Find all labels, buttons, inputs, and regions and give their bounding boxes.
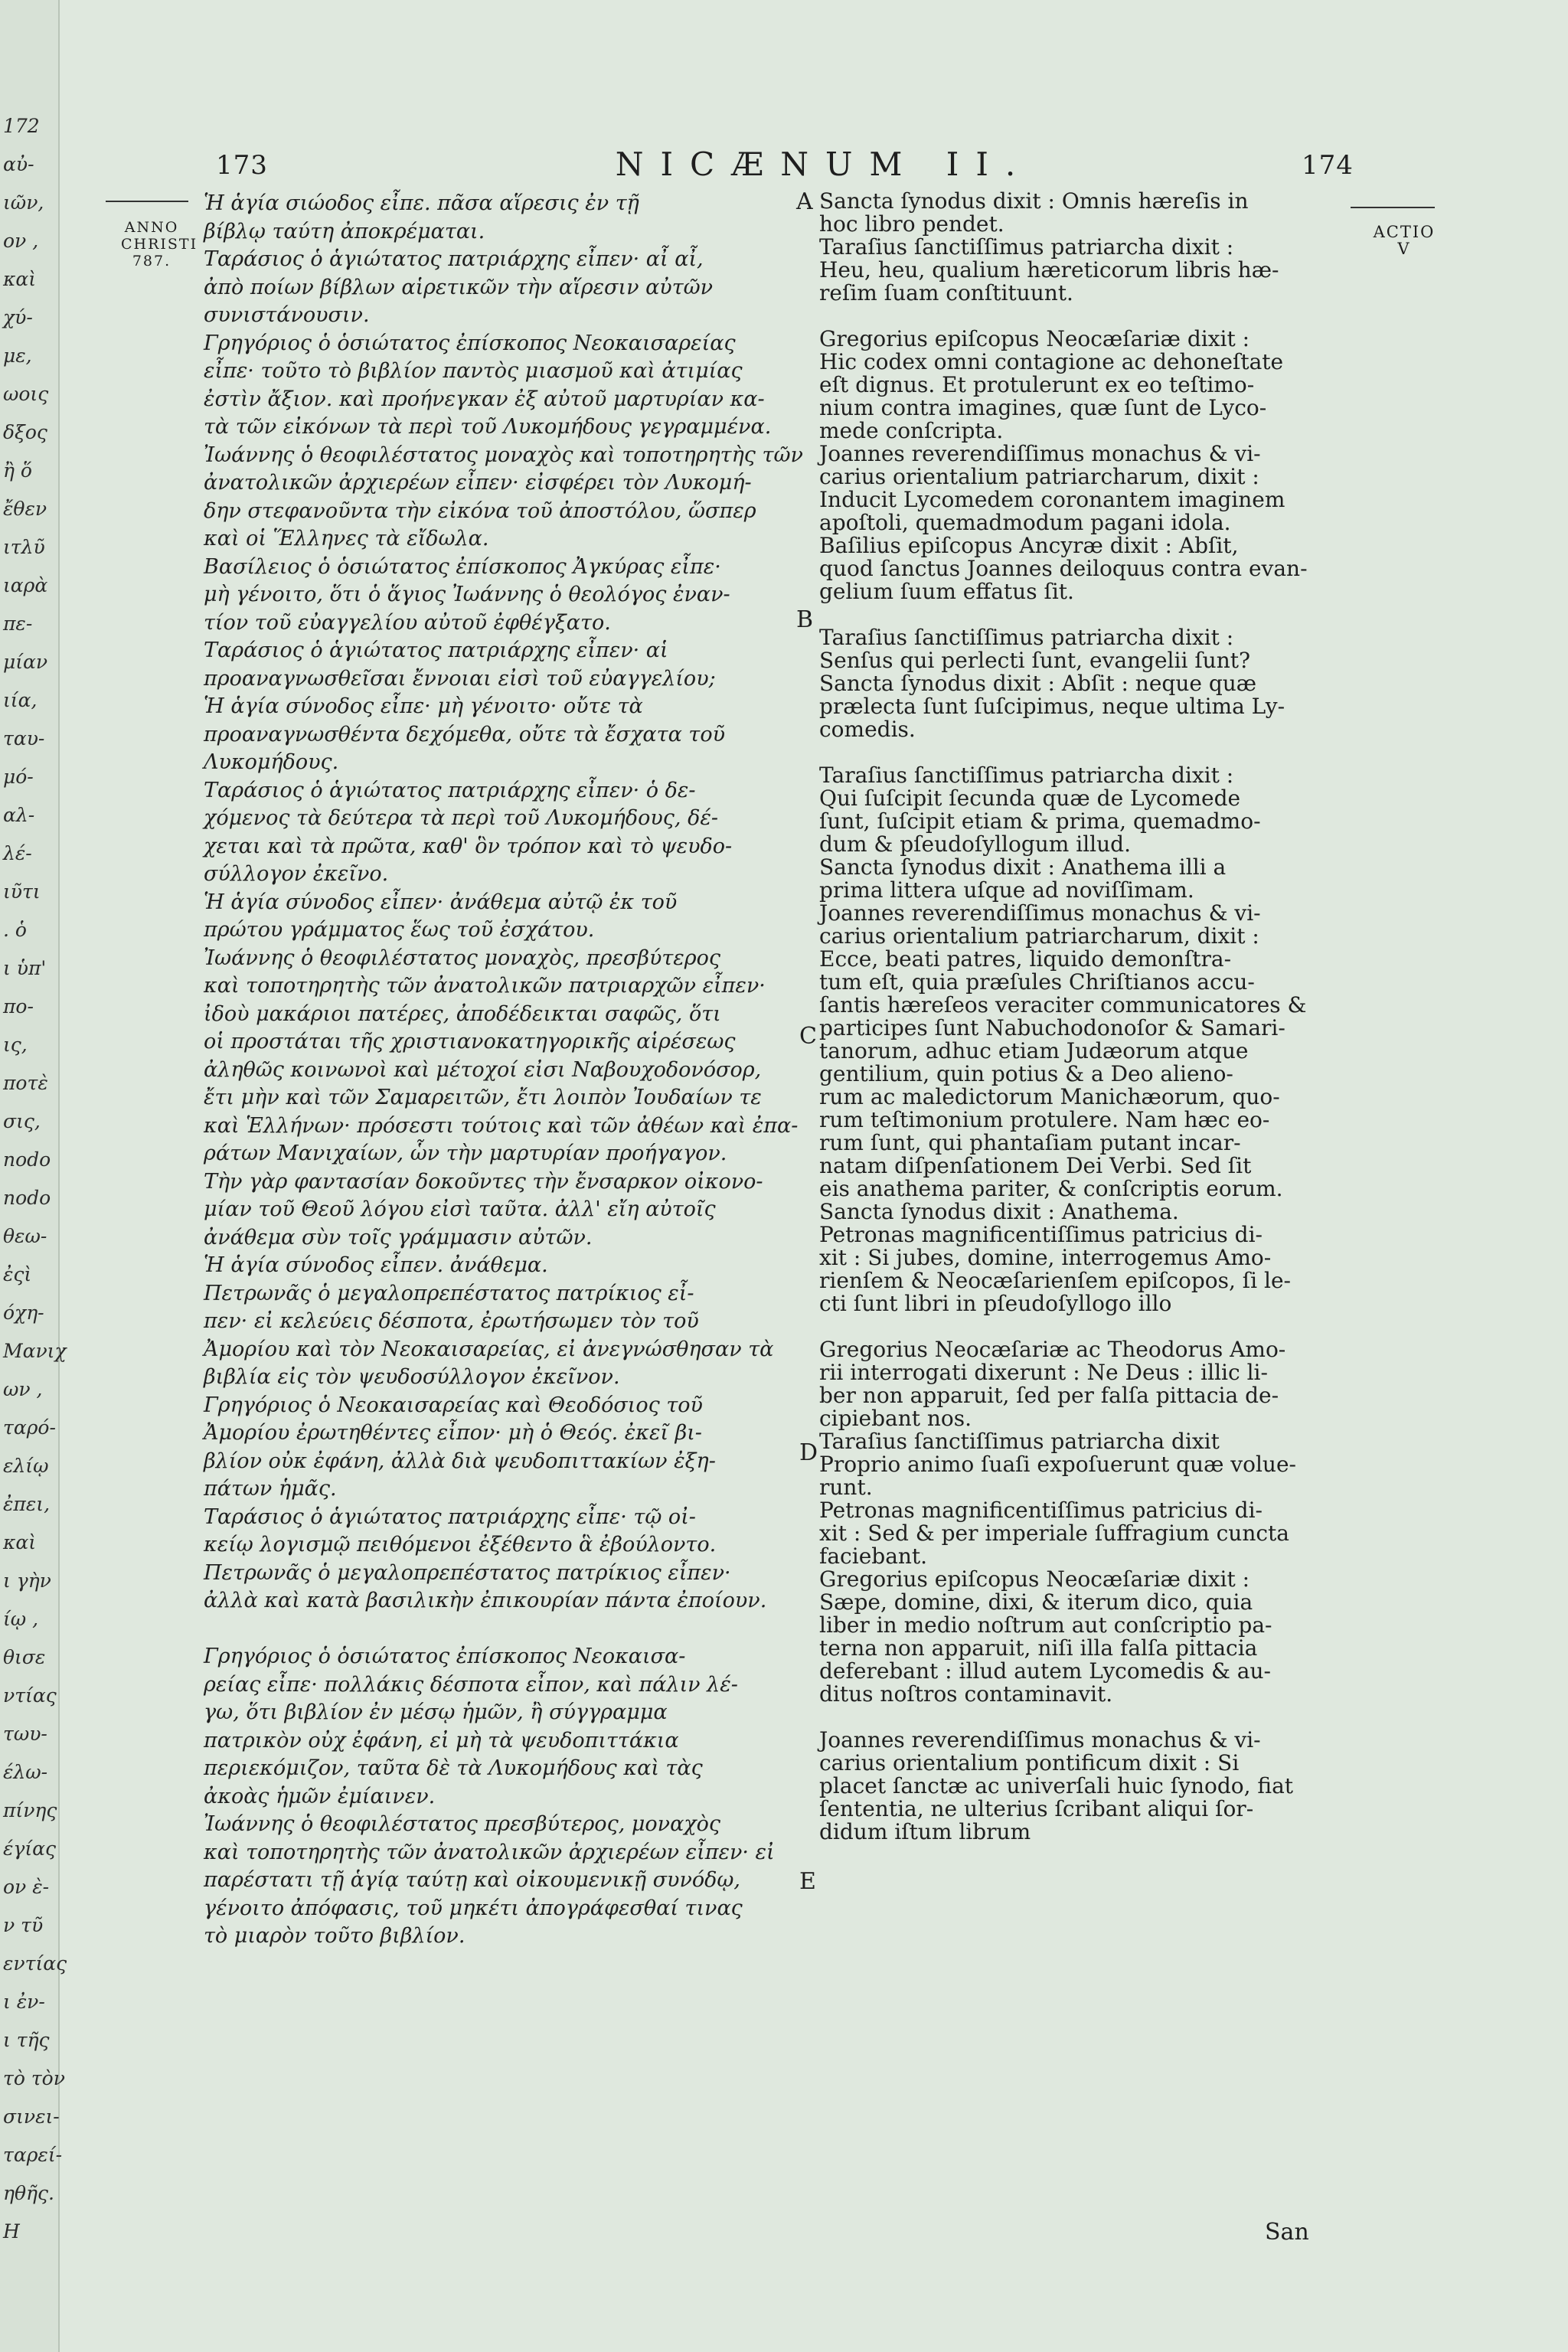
latin-text-line: rii interrogati dixerunt : Ne Deus : illic li- [819,1360,1268,1385]
latin-text-line: apoſtoli, quemadmodum pagani idola. [819,510,1231,535]
latin-text-line: carius orientalium pontificum dixit : Si [819,1750,1240,1775]
margin-note-year [121,219,198,270]
gutter-text-fragment: ἐςὶ [3,1263,32,1285]
latin-text-line: ſunt, ſuſcipit etiam & prima, quemadmo- [819,808,1261,834]
latin-text-line: Inducit Lycomedem coronantem imaginem [819,487,1285,512]
gutter-text-fragment: εντίας [3,1952,67,1975]
greek-text-line: ρείας εἶπε· πολλάκις δέσποτα εἶπον, καὶ πάλιν λέ- [204,1672,738,1697]
greek-text-line: πρώτου γράμματος ἕως τοῦ ἐσχάτου. [204,918,595,942]
gutter-text-fragment: ι ὑπ' [3,957,47,979]
book-page [74,0,1568,2352]
latin-text-line: Taraſius ſanctiſſimus patriarcha dixit : [819,625,1234,650]
greek-text-line: χεται καὶ τὰ πρῶτα, καθ' ὃν τρόπον καὶ τὸ ψευδο- [204,834,733,858]
margin-note-anno: ANNO [124,219,179,236]
latin-text-line: xit : Si jubes, domine, interrogemus Amo- [819,1245,1272,1270]
gutter-text-fragment: . ὁ [3,919,27,941]
left-margin-rule [106,201,188,202]
latin-text-line: Ecce, beati patres, liquido demonſtra- [819,946,1232,972]
gutter-text-fragment: με, [3,345,32,367]
gutter-text-fragment: ις, [3,1034,28,1056]
gutter-text-fragment: σινει- [3,2105,60,2128]
greek-text-line: Ἰωάννης ὁ θεοφιλέστατος πρεσβύτερος, μοναχὸς [204,1812,721,1836]
gutter-text-fragment: ιῦτι [3,880,41,903]
previous-page-gutter [0,0,67,2352]
greek-text-line: σύλλογον ἐκεῖνο. [204,862,389,886]
greek-text-line: ἔτι μὴν καὶ τῶν Σαμαρειτῶν, ἔτι λοιπὸν Ἰουδαίων τε [204,1086,762,1109]
gutter-text-fragment: ιῶν, [3,191,44,214]
latin-text-line: terna non apparuit, niſi illa falſa pittacia [819,1635,1258,1661]
latin-text-line: rienſem & Neocæſarienſem epiſcopos, ſi le- [819,1268,1291,1293]
greek-text-line: Ἀμορίου καὶ τὸν Νεοκαισαρείας, εἰ ἀνεγνώσθησαν τὰ [204,1337,774,1361]
greek-text-line: Πετρωνᾶς ὁ μεγαλοπρεπέστατος πατρίκιος εἶ- [204,1281,694,1305]
gutter-text-fragment: ταρεί- [3,2144,63,2166]
greek-text-line: Ἡ ἁγία σύνοδος εἶπεν· ἀνάθεμα αὐτῷ ἐκ τοῦ [204,890,678,914]
gutter-text-fragment: ταρό- [3,1416,56,1439]
catchword: San [1265,2219,1309,2246]
greek-text-line: βίβλῳ ταύτη ἀποκρέμαται. [204,219,485,243]
gutter-text-fragment: ον ὲ- [3,1876,50,1898]
gutter-text-fragment: H [3,2220,20,2243]
gutter-text-fragment: ἐπει, [3,1493,51,1515]
right-page-number: 174 [1302,150,1354,181]
latin-text-line: ditus noſtros contaminavit. [819,1681,1113,1707]
latin-text-line: Sæpe, domine, dixi, & iterum dico, quia [819,1589,1253,1615]
greek-text-line: συνιστάνουσιν. [204,303,370,327]
greek-text-line: ἀλλὰ καὶ κατὰ βασιλικὴν ἐπικουρίαν πάντα ἐποίουν. [204,1589,767,1612]
latin-text-line: placet ſanctæ ac univerſali huic ſynodo, fiat [819,1773,1294,1798]
gutter-text-fragment: nodo [3,1148,51,1171]
latin-text-line: ſantis hæreſeos veraciter communicatores & [819,992,1307,1018]
gutter-text-fragment: ων , [3,1378,43,1400]
gutter-text-fragment: έγίας [3,1838,57,1860]
greek-text-line: πεν· εἰ κελεύεις δέσποτα, ἐρωτήσωμεν τὸν τοῦ [204,1309,699,1333]
latin-text-line: didum iſtum librum [819,1819,1031,1844]
gutter-text-fragment: ἔθεν [3,498,47,520]
greek-text-line: ράτων Μανιχαίων, ὧν τὴν μαρτυρίαν προήγαγον. [204,1142,727,1165]
greek-text-line: τὰ τῶν εἰκόνων τὰ περὶ τοῦ Λυκομήδους γεγραμμένα. [204,415,772,439]
gutter-text-fragment: σις, [3,1110,41,1132]
gutter-text-fragment: καὶ [3,1531,37,1553]
left-page-number: 173 [216,150,268,181]
greek-text-line: μίαν τοῦ Θεοῦ λόγου εἰσὶ ταῦτα. ἀλλ' εἴη αὐτοῖς [204,1197,716,1221]
latin-text-line: Joannes reverendiſſimus monachus & vi- [819,900,1261,926]
greek-text-line: παρέστατι τῇ ἁγίᾳ ταύτῃ καὶ οἰκουμενικῇ συνόδῳ, [204,1868,740,1892]
latin-text-line: Joannes reverendiſſimus monachus & vi- [819,441,1261,466]
greek-text-line: δην στεφανοῦντα τὴν εἰκόνα τοῦ ἀποστόλου, ὥσπερ [204,498,756,523]
margin-note-year-value: 787. [132,253,172,270]
greek-text-line: Λυκομήδους. [204,750,339,774]
latin-text-line: Gregorius epiſcopus Neocæſariæ dixit : [819,1566,1250,1592]
gutter-text-fragment: αὐ- [3,153,34,175]
gutter-text-fragment: ηθῆς. [3,2182,54,2204]
gutter-text-fragment: όχη- [3,1302,44,1324]
latin-text-line: eſt dignus. Et protulerunt ex eo teſtimo- [819,372,1255,397]
gutter-text-fragment: χύ- [3,306,33,328]
greek-text-line: ἀνατολικῶν ἀρχιερέων εἶπεν· εἰσφέρει τὸν Λυκομή- [204,471,752,495]
gutter-text-fragment: ιαρὰ [3,574,48,596]
gutter-text-fragment: πε- [3,612,33,635]
greek-text-line: μὴ γένοιτο, ὅτι ὁ ἅγιος Ἰωάννης ὁ θεολόγος ἐναν- [204,583,730,606]
gutter-text-fragment: έλω- [3,1761,48,1783]
latin-text-line: Taraſius ſanctiſſimus patriarcha dixit [819,1429,1220,1454]
section-letter-e: E [799,1868,816,1895]
gutter-text-fragment: πο- [3,995,34,1018]
gutter-text-fragment: ον , [3,230,39,252]
latin-text-line: gelium ſuum effatus ſit. [819,579,1074,604]
greek-text-line: τίον τοῦ εὐαγγελίου αὐτοῦ ἐφθέγξατο. [204,610,611,635]
gutter-text-fragment: ι γὴν [3,1570,51,1592]
gutter-text-fragment: ίῳ , [3,1608,39,1630]
greek-text-line: προαναγνωσθέντα δεχόμεθα, οὔτε τὰ ἔσχατα τοῦ [204,722,726,746]
latin-text-line: carius orientalium patriarcharum, dixit : [819,923,1259,949]
latin-text-line: carius orientalium patriarcharum, dixit : [819,464,1259,489]
gutter-text-fragment: μίαν [3,651,48,673]
gutter-text-fragment: 172 [3,115,40,137]
greek-text-line: Ταράσιος ὁ ἁγιώτατος πατριάρχης εἶπε· τῷ οἰ- [204,1504,696,1529]
latin-text-line: prælecta ſunt ſuſcipimus, neque ultima Ly- [819,694,1285,719]
gutter-text-fragment: ελίῳ [3,1455,49,1477]
greek-text-line: Γρηγόριος ὁ Νεοκαισαρείας καὶ Θεοδόσιος τοῦ [204,1393,703,1417]
section-letter-a: A [796,188,813,215]
greek-text-line: ἰδοὺ μακάριοι πατέρες, ἀποδέδεικται σαφῶς, ὅτι [204,1001,721,1026]
greek-text-line: κείῳ λογισμῷ πειθόμενοι ἐξέθεντο ἃ ἐβούλοντο. [204,1533,717,1557]
greek-text-line: καὶ οἱ Ἕλληνες τὰ εἴδωλα. [204,527,489,550]
latin-text-line: Petronas magnificentiſſimus patricius di- [819,1498,1263,1523]
greek-text-line: ἀκοὰς ἡμῶν ἐμίαινεν. [204,1784,436,1808]
margin-note-actio-label: ACTIO [1373,223,1436,241]
greek-text-line: εἶπε· τοῦτο τὸ βιβλίον παντὸς μιασμοῦ καὶ ἀτιμίας [204,359,743,383]
latin-text-line [819,1706,1401,1729]
latin-text-line: Baſilius epiſcopus Ancyræ dixit : Abſit, [819,533,1239,558]
gutter-text-fragment: πίνης [3,1799,57,1821]
section-letter-c: C [799,1023,817,1050]
greek-text-line [204,1615,893,1644]
latin-text-line: prima littera uſque ad noviſſimam. [819,877,1194,903]
greek-text-line: Ἡ ἁγία σύνοδος εἶπεν. ἀνάθεμα. [204,1253,548,1277]
gutter-text-fragment: ταυ- [3,727,45,750]
greek-text-line: πατρικὸν οὐχ ἐφάνη, εἰ μὴ τὰ ψευδοπιττάκια [204,1728,679,1753]
latin-text-line: Qui ſuſcipit ſecunda quæ de Lycomede [819,786,1241,811]
greek-text-line: Ταράσιος ὁ ἁγιώτατος πατριάρχης εἶπεν· αἱ [204,639,668,662]
latin-text-line: deferebant : illud autem Lycomedis & au- [819,1658,1271,1684]
gutter-text-fragment: ι τῆς [3,2029,50,2051]
gutter-text-fragment: θεω- [3,1225,47,1247]
latin-text-line: Sancta ſynodus dixit : Omnis hæreſis in [819,188,1249,214]
gutter-text-fragment: ιία, [3,689,38,711]
latin-text-line: rum ac maledictorum Manichæorum, quo- [819,1084,1280,1109]
latin-text-line [819,603,1401,626]
running-title: NICÆNUM II. [615,145,1033,183]
greek-text-line: Ταράσιος ὁ ἁγιώτατος πατριάρχης εἶπεν· αἶ αἶ, [204,247,704,271]
greek-text-line: γένοιτο ἀπόφασις, τοῦ μηκέτι ἀπογράφεσθαί τινας [204,1896,743,1920]
latin-text-line: eis anathema pariter, & conſcriptis eorum. [819,1176,1283,1201]
latin-text-line: liber in medio noſtrum aut conſcriptio pa- [819,1612,1272,1638]
section-letter-b: B [796,606,814,633]
latin-text-line: participes ſunt Nabuchodonoſor & Samari- [819,1015,1285,1040]
latin-text-line: rum teſtimonium protulere. Nam hæc eo- [819,1107,1270,1132]
margin-note-christi: CHRISTI [121,236,198,253]
latin-text-line: Sancta ſynodus dixit : Anathema illi a [819,854,1227,880]
latin-text-line: Sancta ſynodus dixit : Abſit : neque quæ [819,671,1257,696]
section-letter-d: D [799,1439,818,1466]
greek-text-line: πάτων ἡμᾶς. [204,1477,337,1501]
greek-text-line: προαναγνωσθεῖσαι ἔννοιαι εἰσὶ τοῦ εὐαγγελίου; [204,666,716,691]
latin-text-line: comedis. [819,717,916,742]
latin-text-line: Gregorius Neocæſariæ ac Theodorus Amo- [819,1337,1286,1362]
latin-text-line: Proprio animo ſuaſi expoſuerunt quæ volue- [819,1452,1296,1477]
latin-text-line [819,1315,1401,1338]
latin-text-line: reſim ſuam conſtituunt. [819,280,1073,305]
gutter-text-fragment: ωοις [3,383,49,405]
latin-text-line: rum ſunt, qui phantaſiam putant incar- [819,1130,1241,1155]
gutter-text-fragment: καὶ [3,268,37,290]
greek-text-line: Γρηγόριος ὁ ὁσιώτατος ἐπίσκοπος Νεοκαισα- [204,1645,686,1668]
greek-text-line: περιεκόμιζον, ταῦτα δὲ τὰ Λυκομήδους καὶ τὰς [204,1756,703,1780]
latin-text-line: ſententia, ne ulterius ſcribant aliqui ſor- [819,1796,1254,1821]
latin-text-line: xit : Sed & per imperiale ſuffragium cuncta [819,1521,1289,1546]
gutter-text-fragment: ι ἐν- [3,1991,45,2013]
gutter-text-fragment: δξος [3,421,47,443]
gutter-text-fragment: nodo [3,1187,51,1209]
latin-text-line: cti ſunt libri in pſeudoſyllogo illo [819,1291,1172,1316]
greek-text-line: Πετρωνᾶς ὁ μεγαλοπρεπέστατος πατρίκιος εἶπεν· [204,1560,731,1585]
greek-text-line: Ἡ ἁγία σιώοδος εἶπε. πᾶσα αἵρεσις ἐν τῇ [204,191,639,215]
latin-text-line: mede conſcripta. [819,418,1004,443]
greek-text-line: Ἰωάννης ὁ θεοφιλέστατος μοναχὸς, πρεσβύτερος [204,946,721,970]
latin-text-line: quod ſanctus Joannes deiloquus contra evan- [819,556,1308,581]
gutter-text-fragment: τωυ- [3,1723,47,1745]
margin-note-actio-number: V [1397,240,1411,258]
greek-text-line: τὸ μιαρὸν τοῦτο βιβλίον. [204,1924,466,1948]
greek-text-line: βλίον οὐκ ἐφάνη, ἀλλὰ διὰ ψευδοπιττακίων ἐξη- [204,1449,716,1473]
greek-text-line: ἐστὶν ἄξιον. καὶ προήνεγκαν ἐξ αὐτοῦ μαρτυρίαν κα- [204,387,765,411]
greek-text-line: γω, ὅτι βιβλίον ἐν μέσῳ ἡμῶν, ἢ σύγγραμμα [204,1700,668,1724]
latin-text-line: Heu, heu, qualium hæreticorum libris hæ- [819,257,1279,283]
greek-text-line: βιβλία εἰς τὸν ψευδοσύλλογον ἐκεῖνον. [204,1365,620,1389]
latin-text-line: Taraſius ſanctiſſimus patriarcha dixit : [819,234,1234,260]
latin-text-line: gentilium, quin potius & a Deo alieno- [819,1061,1233,1086]
greek-text-column [204,190,893,1951]
greek-text-line: καὶ Ἑλλήνων· πρόσεστι τούτοις καὶ τῶν ἀθέων καὶ ἐπα- [204,1113,799,1138]
latin-text-line: hoc libro pendet. [819,211,1004,237]
greek-text-line: καὶ τοποτηρητὴς τῶν ἀνατολικῶν πατριαρχῶν εἶπεν· [204,974,766,998]
gutter-text-fragment: τὸ τὸν [3,2067,65,2089]
latin-text-line: ber non apparuit, ſed per falſa pittacia de- [819,1383,1279,1408]
greek-text-line: Ἰωάννης ὁ θεοφιλέστατος μοναχὸς καὶ τοποτηρητὴς τῶν [204,443,803,467]
gutter-text-fragment: ἢ ὅ [3,459,32,482]
greek-text-line: Ἡ ἁγία σύνοδος εἶπε· μὴ γένοιτο· οὔτε τὰ [204,694,643,718]
greek-text-line: Ἀμορίου ἐρωτηθέντες εἶπον· μὴ ὁ Θεός. ἐκεῖ βι- [204,1421,702,1445]
latin-text-line: nium contra imagines, quæ ſunt de Lyco- [819,395,1267,420]
latin-text-line: cipiebant nos. [819,1406,972,1431]
latin-text-line: dum & pſeudoſyllogum illud. [819,831,1131,857]
latin-text-line: Gregorius epiſcopus Neocæſariæ dixit : [819,326,1250,351]
greek-text-line: ἀληθῶς κοινωνοὶ καὶ μέτοχοί εἰσι Ναβουχοδονόσορ, [204,1057,762,1082]
latin-text-line: runt. [819,1475,873,1500]
gutter-text-fragment: ν τῦ [3,1914,44,1936]
gutter-text-fragment: ντίας [3,1684,57,1707]
latin-text-line [819,741,1401,764]
greek-text-line: οἱ προστάται τῆς χριστιανοκατηγορικῆς αἱρέσεως [204,1030,736,1054]
latin-text-line: tanorum, adhuc etiam Judæorum atque [819,1038,1249,1063]
latin-text-line: Taraſius ſanctiſſimus patriarcha dixit : [819,763,1234,788]
greek-text-line: χόμενος τὰ δεύτερα τὰ περὶ τοῦ Λυκομήδους, δέ- [204,806,718,830]
gutter-text-fragment: αλ- [3,804,35,826]
greek-text-line: Γρηγόριος ὁ ὁσιώτατος ἐπίσκοπος Νεοκαισαρείας [204,331,736,355]
greek-text-line: Ταράσιος ὁ ἁγιώτατος πατριάρχης εἶπεν· ὁ δε- [204,778,696,802]
greek-text-line: Βασίλειος ὁ ὁσιώτατος ἐπίσκοπος Ἀγκύρας εἶπε· [204,554,721,579]
gutter-text-fragment: θισε [3,1646,46,1668]
latin-text-line: Petronas magnificentiſſimus patricius di- [819,1222,1263,1247]
greek-text-line: καὶ τοποτηρητὴς τῶν ἀνατολικῶν ἀρχιερέων εἶπεν· εἰ [204,1840,775,1864]
latin-text-line: Sancta ſynodus dixit : Anathema. [819,1199,1179,1224]
gutter-text-fragment: μό- [3,766,34,788]
greek-text-line: Τὴν γὰρ φαντασίαν δοκοῦντες τὴν ἔνσαρκον οἰκονο- [204,1169,763,1194]
latin-text-line: natam diſpenſationem Dei Verbi. Sed ſit [819,1153,1252,1178]
latin-text-line: faciebant. [819,1544,928,1569]
latin-text-line: Joannes reverendiſſimus monachus & vi- [819,1727,1261,1753]
greek-text-line: ἀπὸ ποίων βίβλων αἱρετικῶν τὴν αἵρεσιν αὐτῶν [204,275,714,299]
latin-text-line: Senſus qui perlecti ſunt, evangelii ſunt? [819,648,1251,673]
gutter-text-fragment: λέ- [3,842,32,864]
latin-text-line [819,305,1401,328]
latin-text-line: Hic codex omni contagione ac dehoneſtate [819,349,1284,374]
greek-text-line: ἀνάθεμα σὺν τοῖς γράμμασιν αὐτῶν. [204,1225,593,1250]
gutter-text-fragment: Μανιχ [3,1340,67,1362]
latin-text-column [819,190,1401,1844]
latin-text-line: tum eſt, quia præſules Chriſtianos accu- [819,969,1255,995]
gutter-text-fragment: ιτλῦ [3,536,45,558]
gutter-text-fragment: ποτὲ [3,1072,48,1094]
